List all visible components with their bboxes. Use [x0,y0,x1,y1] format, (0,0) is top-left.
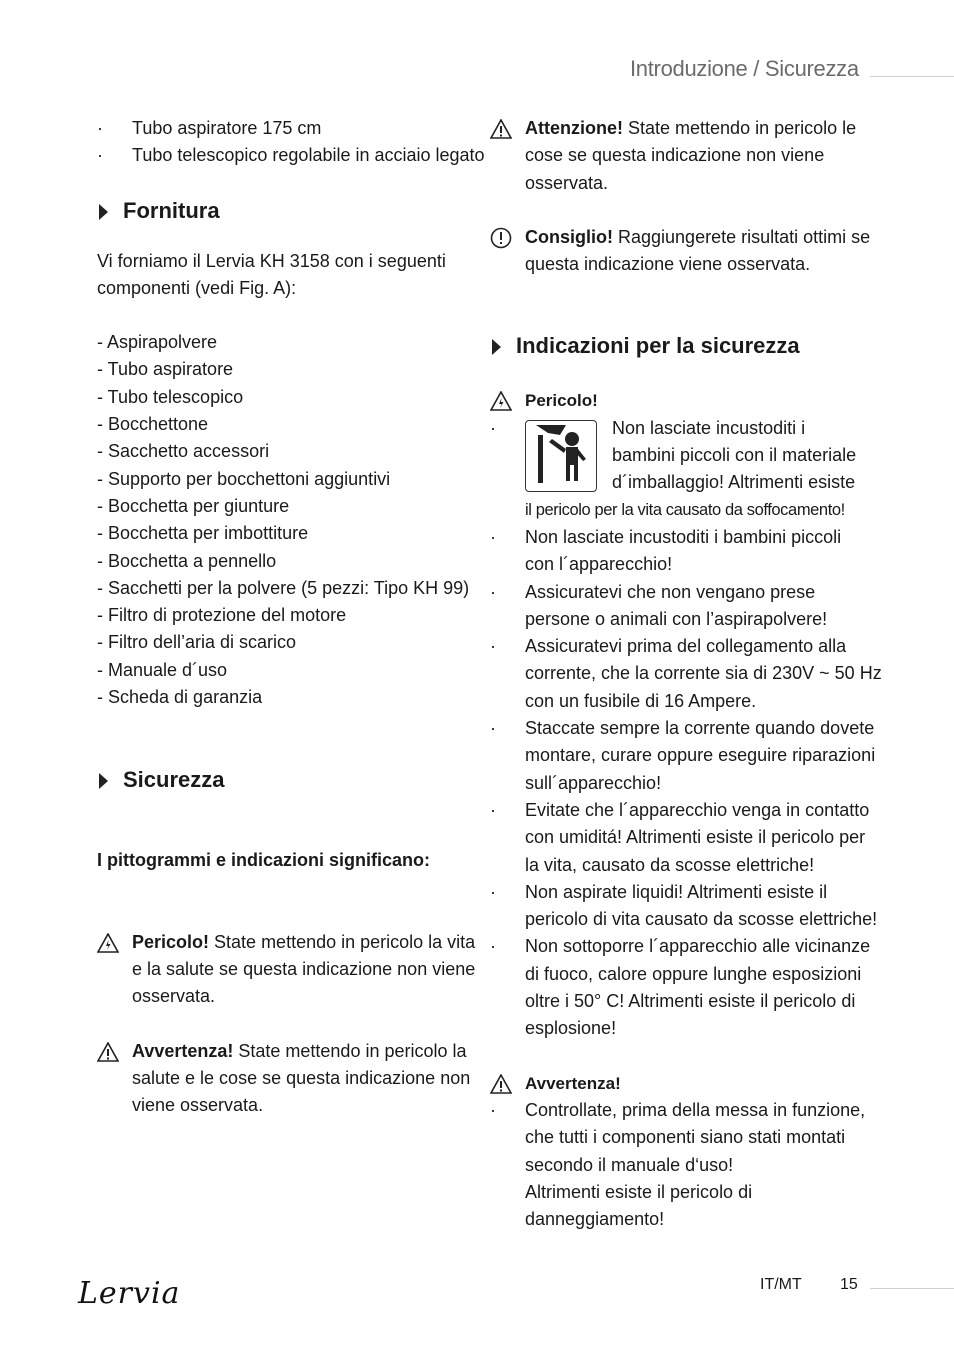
list-item: - Filtro dell’aria di scarico [97,632,297,653]
supply-list [97,329,477,711]
list-item: · Assicuratevi che non vengano prese persone o animali con l’aspirapolvere! [490,579,860,634]
subheading: I pittogrammi e indicazioni significano: [97,850,431,871]
bullet-dot: · [490,1099,496,1120]
triangle-right-icon [99,204,108,220]
list-item: - Scheda di garanzia [97,687,263,708]
bullet-dot: · [490,799,496,820]
list-item: · Evitate che l´apparecchio venga in contatto con umiditá! Altrimenti esiste il pericolo per la vita, causato da scosse elettriche! [490,797,860,879]
intro-text: Vi forniamo il Lervia KH 3158 con i seguenti [97,250,446,271]
list-item: - Supporto per bocchettoni aggiuntivi [97,468,391,489]
language-code: IT/MT [760,1276,802,1293]
list-item: · Non lasciate incustoditi i bambini piccoli con l´apparecchio! [490,524,860,579]
left-column [97,115,485,1119]
list-item: - Tubo aspiratore [97,359,234,380]
list-item: · Non lasciate incustoditi i bambini piccoli con il materiale d´imballaggio! Altrimenti esiste il pericolo per la vita causato da soffocamento! [490,415,860,524]
right-column [490,115,882,1233]
page-header-title: Introduzione / Sicurezza [630,56,859,81]
list-item: · Controllate, prima della messa in funzione, che tutti i componenti siano stati montati secondo il manuale d‘uso! Altrimenti esiste il pericolo di danneggiamento! [490,1097,860,1233]
bullet-dot: · [490,417,496,438]
list-item: · Staccate sempre la corrente quando dovete montare, curare oppure eseguire riparazioni sull´apparecchio! [490,715,860,797]
list-item: · Non aspirate liquidi! Altrimenti esiste il pericolo di vita causato da scosse elettriche! [490,879,860,934]
list-item: · Assicuratevi prima del collegamento alla corrente, che la corrente sia di 230V ~ 50 Hz con un fusibile di 16 Ampere. [490,633,860,715]
triangle-right-icon [492,339,501,355]
child-safety-pictogram-icon [525,420,597,492]
bullet-dot: · [490,581,496,602]
bullet-dot: · [490,881,496,902]
intro-text: componenti (vedi Fig. A): [97,277,297,298]
list-item: - Manuale d´uso [97,659,228,680]
list-item: · Tubo aspiratore 175 cm [97,115,477,142]
list-item: - Bocchetta a pennello [97,550,277,571]
list-item: - Sacchetto accessori [97,441,270,462]
brand-logo: Lervia [78,1276,181,1311]
section-heading-indicazioni: Indicazioni per la sicurezza [490,331,860,361]
notice-avvertenza: Avvertenza! [490,1070,860,1097]
notice-attenzione: Attenzione! State mettendo in pericolo le cose se questa indicazione non viene osservata. [490,115,860,197]
list-item: - Bocchetta per imbottiture [97,523,309,544]
list-item: - Bocchetta per giunture [97,495,290,516]
list-item: - Tubo telescopico [97,386,244,407]
list-item: · Non sottoporre l´apparecchio alle vicinanze di fuoco, calore oppure lunghe esposizioni oltre i 50° C! Altrimenti esiste il pericolo di esplosione! [490,933,860,1042]
list-item: · Tubo telescopico regolabile in acciaio legato [97,142,477,169]
bullet-dot: · [490,526,496,547]
bullet-dot: · [490,718,496,739]
notice-consiglio: Consiglio! Raggiungerete risultati ottimi se questa indicazione viene osservata. [490,224,860,279]
bullet-dot: · [490,636,496,657]
list-item: - Filtro di protezione del motore [97,605,347,626]
list-item: - Sacchetti per la polvere (5 pezzi: Tipo KH 99) [97,577,470,598]
bullet-dot: · [490,936,496,957]
bullet-dot: · [97,118,103,138]
header-rule [870,76,954,77]
notice-pericolo: Pericolo! [490,387,860,414]
list-item: - Bocchettone [97,414,209,435]
section-heading-fornitura: Fornitura [97,196,477,226]
triangle-right-icon [99,773,108,789]
page-number: 15 [840,1276,858,1293]
notice-pericolo: Pericolo! State mettendo in pericolo la vita e la salute se questa indicazione non viene osservata. [97,929,477,1011]
footer-rule [870,1288,954,1289]
bullet-dot: · [97,145,103,166]
list-item: - Aspirapolvere [97,332,218,353]
section-heading-sicurezza: Sicurezza [97,765,477,795]
notice-avvertenza: Avvertenza! State mettendo in pericolo la salute e le cose se questa indicazione non viene osservata. [97,1038,477,1120]
